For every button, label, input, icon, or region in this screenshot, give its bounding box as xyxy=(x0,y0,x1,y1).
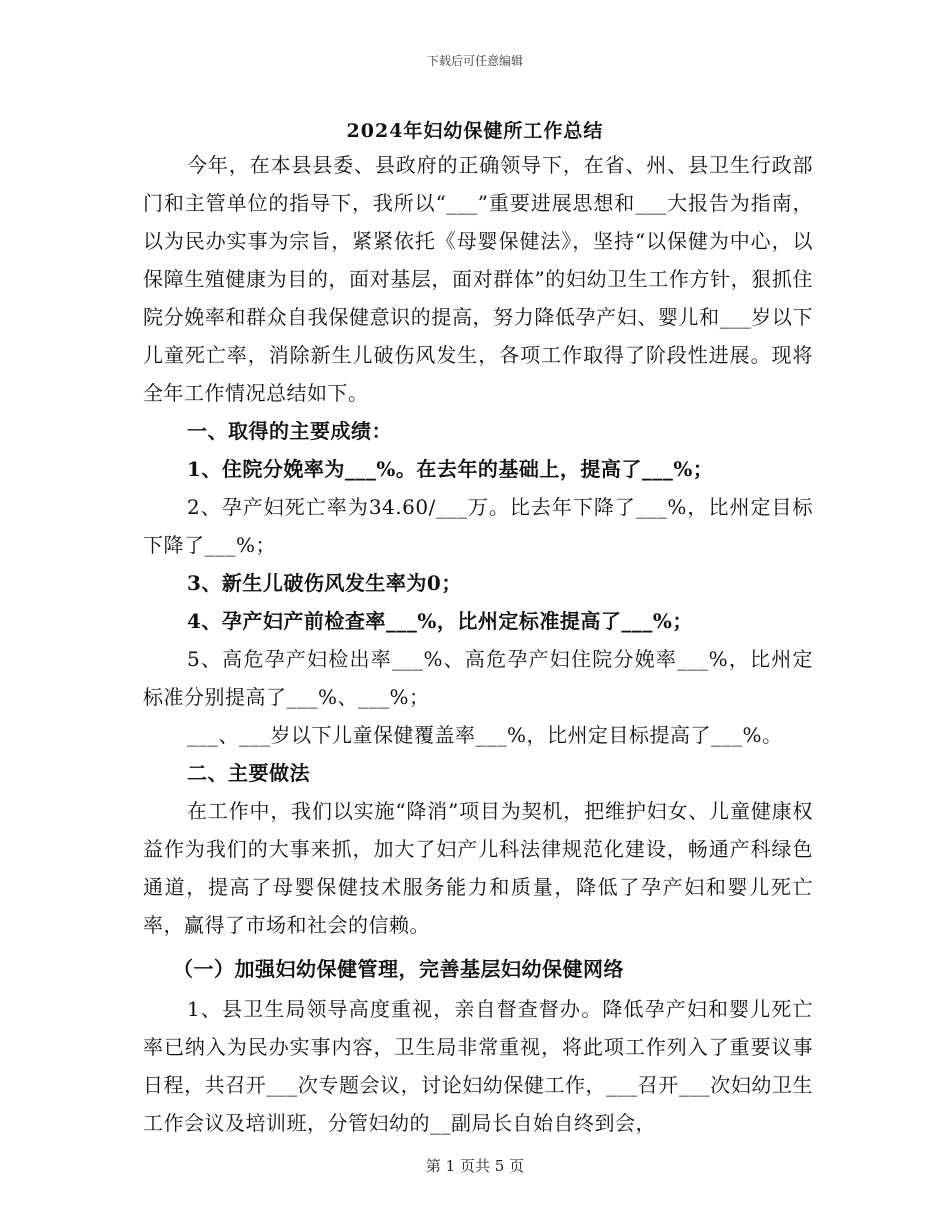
document-title: 2024年妇幼保健所工作总结 xyxy=(346,120,604,142)
section-heading-methods: 二、主要做法 xyxy=(187,761,310,785)
subsection-paragraph: 1、县卫生局领导高度重视，亲自督查督办。降低孕产妇和婴儿死亡率已纳入为民办实事内容，卫生局非常重视，将此项工作列入了重要议事日程，共召开___次专题会议，讨论妇幼保健工作，___召开___次妇幼卫生工作会议及培训班，分管妇幼的__副局长自始自终到会， xyxy=(143,997,813,1135)
achievement-item: ___、___岁以下儿童保健覆盖率___%，比州定目标提高了___%。 xyxy=(187,723,783,747)
achievement-item: 4、孕产妇产前检查率___%，比州定标准提高了___%； xyxy=(187,609,693,633)
download-note: 下载后可任意编辑 xyxy=(426,54,523,68)
page-footer: 第 1 页共 5 页 xyxy=(425,1157,525,1175)
achievement-item: 5、高危孕产妇检出率___%、高危孕产妇住院分娩率___%，比州定标准分别提高了___%、___%； xyxy=(143,647,813,709)
achievement-item: 2、孕产妇死亡率为34.60/___万。比去年下降了___%，比州定目标下降了___%； xyxy=(143,495,813,557)
subsection-heading: （一）加强妇幼保健管理，完善基层妇幼保健网络 xyxy=(173,957,624,981)
achievement-item: 1、住院分娩率为___%。在去年的基础上，提高了___%； xyxy=(187,457,714,481)
document-body xyxy=(143,146,813,1142)
intro-paragraph: 今年，在本县县委、县政府的正确领导下，在省、州、县卫生行政部门和主管单位的指导下，我所以“___”重要进展思想和___大报告为指南，以为民办实事为宗旨，紧紧依托《母婴保健法》，坚持“以保健为中心，以保障生殖健康为目的，面对基层，面对群体”的妇幼卫生工作方针，狠抓住院分娩率和群众自我保健意识的提高，努力降低孕产妇、婴儿和___岁以下儿童死亡率，消除新生儿破伤风发生，各项工作取得了阶段性进展。现将全年工作情况总结如下。 xyxy=(143,153,813,405)
section-heading-achievements: 一、取得的主要成绩： xyxy=(187,419,392,443)
methods-paragraph: 在工作中，我们以实施“降消”项目为契机，把维护妇女、儿童健康权益作为我们的大事来抓，加大了妇产儿科法律规范化建设，畅通产科绿色通道，提高了母婴保健技术服务能力和质量，降低了孕产妇和婴儿死亡率，赢得了市场和社会的信赖。 xyxy=(143,799,813,937)
achievement-item: 3、新生儿破伤风发生率为0； xyxy=(187,571,462,595)
